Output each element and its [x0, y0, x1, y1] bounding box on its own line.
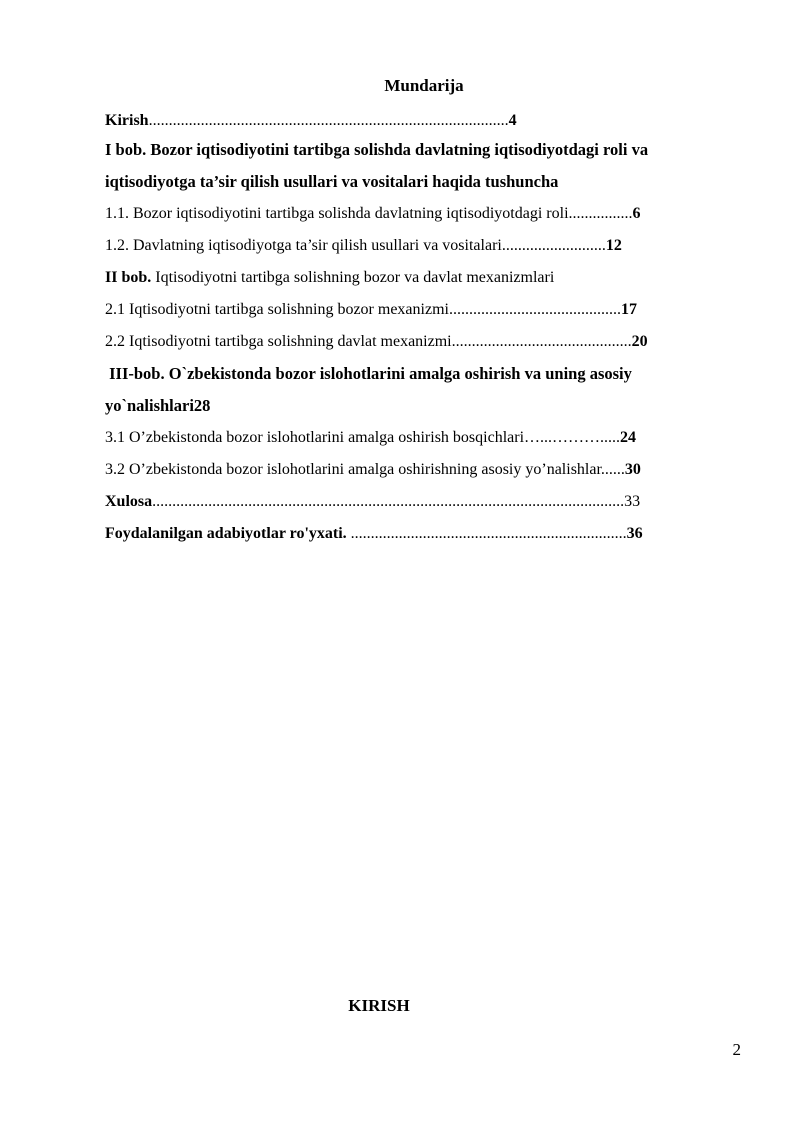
toc-page-number: 36: [626, 525, 643, 542]
toc-page-number: 30: [624, 461, 641, 478]
toc-chapter-1-line-2: iqtisodiyotga ta’sir qilish usullari va vositalari haqida tushuncha: [105, 172, 559, 191]
toc-dot-leader: ...........................................: [448, 301, 621, 318]
toc-page-number: 20: [631, 333, 648, 350]
toc-page-number: 12: [605, 237, 622, 254]
toc-chapter-label: Iqtisodiyotni tartibga solishning bozor va davlat mexanizmlari: [151, 269, 555, 286]
toc-entry-2-1: [105, 294, 745, 326]
toc-page-number: 33: [624, 493, 641, 510]
toc-entry-label: 1.1. Bozor iqtisodiyotini tartibga solishda davlatning iqtisodiyotdagi roli: [105, 205, 569, 222]
toc-chapter-3-line-2: yo`nalishlari28: [105, 396, 211, 415]
toc-dot-leader: ................: [568, 205, 633, 222]
toc-entry-kirish: [105, 108, 745, 134]
toc-dot-leader: ..........................................................................................: [148, 112, 509, 129]
toc-entry-3-2: [105, 454, 745, 486]
toc-entry-label: 1.2. Davlatning iqtisodiyotga ta’sir qilish usullari va vositalari: [105, 237, 502, 254]
toc-entry-label: Foydalanilgan adabiyotlar ro'yxati.: [105, 525, 347, 542]
toc-page-number: 6: [632, 205, 641, 222]
toc-dot-leader: ......................................................................................................................: [152, 493, 625, 510]
toc-entry-1-1: [105, 198, 745, 230]
toc-dot-leader: .............................................: [451, 333, 632, 350]
page-number: 2: [732, 1040, 741, 1059]
toc-entry-label: Xulosa: [105, 493, 153, 510]
toc-chapter-3-line-1: III-bob. O`zbekistonda bozor islohotlarini amalga oshirish va uning asosiy: [105, 364, 632, 383]
toc-entry-3-1: [105, 422, 745, 454]
toc-entry-label: 3.1 O’zbekistonda bozor islohotlarini amalga oshirish bosqichlari: [105, 429, 525, 446]
toc-entry-label: Kirish: [105, 112, 149, 129]
page-title: Mundarija: [384, 76, 464, 95]
table-of-contents: [105, 108, 745, 550]
toc-chapter-prefix: II bob.: [105, 269, 152, 286]
toc-dot-leader: .....................................................................: [346, 525, 627, 542]
toc-entry-xulosa: [105, 486, 745, 518]
toc-dot-leader: ......: [600, 461, 625, 478]
toc-entry-label: 2.2 Iqtisodiyotni tartibga solishning davlat mexanizmi: [105, 333, 452, 350]
toc-page-number: 17: [620, 301, 637, 318]
next-section-heading: KIRISH: [348, 996, 410, 1015]
toc-entry-label: 2.1 Iqtisodiyotni tartibga solishning bozor mexanizmi: [105, 301, 449, 318]
toc-chapter-1-line-1: I bob. Bozor iqtisodiyotini tartibga solishda davlatning iqtisodiyotdagi roli va: [105, 140, 649, 159]
toc-page-number: 4: [508, 112, 517, 129]
toc-entry-label: 3.2 O’zbekistonda bozor islohotlarini amalga oshirishning asosiy yo’nalishlar: [105, 461, 601, 478]
toc-page-number: 24: [620, 429, 637, 446]
toc-dot-leader: …...……….....: [524, 429, 621, 446]
toc-entry-1-2: [105, 230, 745, 262]
toc-entry-adabiyotlar: [105, 518, 745, 550]
toc-chapter-2: [105, 262, 745, 294]
toc-entry-2-2: [105, 326, 745, 358]
toc-dot-leader: ..........................: [501, 237, 606, 254]
